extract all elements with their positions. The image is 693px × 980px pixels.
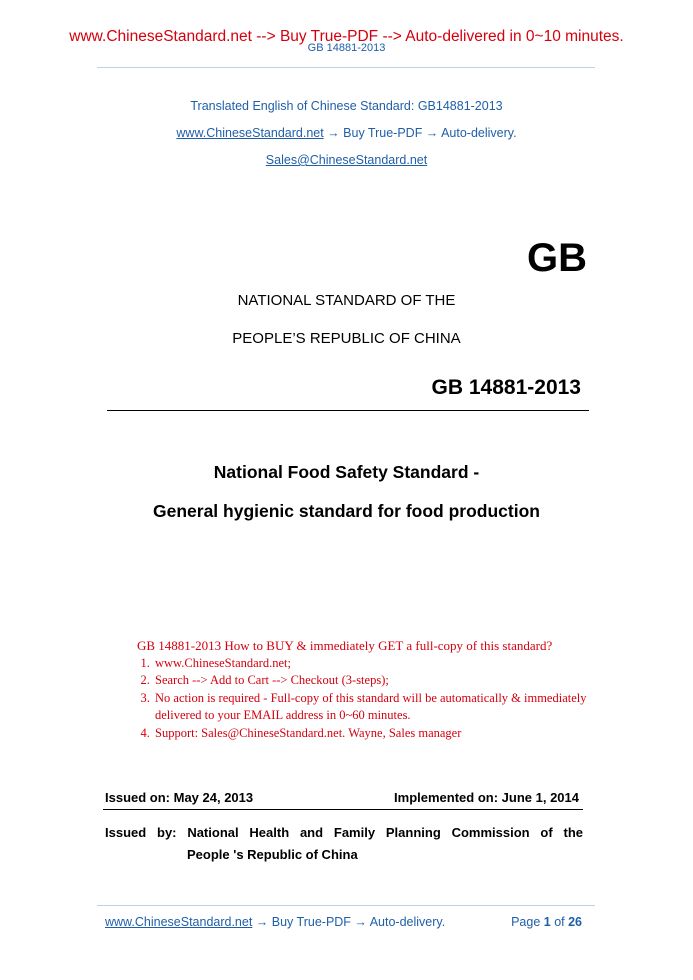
- gb-mark: GB: [527, 236, 587, 280]
- purchase-step: 3. No action is required - Full-copy of this standard will be automatically & immediately delivered to your EMAIL address in 0~60 minutes.: [153, 690, 607, 725]
- purchase-step: 2. Search --> Add to Cart --> Checkout (3-steps);: [153, 672, 607, 690]
- site-link[interactable]: www.ChineseStandard.net: [176, 126, 324, 140]
- title-line-1: National Food Safety Standard -: [213, 462, 480, 482]
- purchase-step: 4. Support: Sales@ChineseStandard.net. Wayne, Sales manager: [153, 725, 607, 743]
- dates-rule: [103, 809, 583, 810]
- title-rule: [107, 410, 589, 411]
- purchase-heading: GB 14881-2013 How to BUY & immediately GET a full-copy of this standard?: [137, 638, 553, 653]
- national-line-1: NATIONAL STANDARD OF THE: [237, 292, 456, 309]
- intro-site-line: [0, 126, 693, 140]
- footer-suffix: → Buy True-PDF → Auto-delivery.: [252, 915, 446, 929]
- standard-number: GB 14881-2013: [431, 376, 581, 399]
- top-banner[interactable]: www.ChineseStandard.net --> Buy True-PDF --> Auto-delivered in 0~10 minutes.: [69, 28, 624, 45]
- translated-note: Translated English of Chinese Standard: GB14881-2013: [190, 99, 503, 113]
- purchase-box: [137, 637, 607, 742]
- footer-line: [105, 915, 445, 929]
- email-link[interactable]: Sales@ChineseStandard.net: [265, 153, 428, 167]
- footer-site-link[interactable]: www.ChineseStandard.net: [105, 915, 253, 929]
- header-doc-id: GB 14881-2013: [307, 42, 386, 54]
- page-sep: of: [550, 915, 569, 929]
- issuer-line-1: Issued by: National Health and Family Planning Commission of the: [105, 825, 583, 840]
- implemented-on: Implemented on: June 1, 2014: [394, 790, 579, 805]
- title-line-2: General hygienic standard for food production: [153, 501, 540, 521]
- site-suffix: → Buy True-PDF → Auto-delivery.: [323, 126, 517, 140]
- purchase-steps: [137, 655, 607, 743]
- issued-on: Issued on: May 24, 2013: [105, 790, 254, 805]
- page-prefix: Page: [511, 915, 544, 929]
- header-divider: [97, 67, 595, 68]
- national-line-2: PEOPLE’S REPUBLIC OF CHINA: [232, 330, 461, 347]
- page-number: [511, 915, 582, 929]
- purchase-step: 1. www.ChineseStandard.net;: [153, 655, 607, 673]
- email-line: [0, 153, 693, 167]
- issuer-block: [105, 822, 583, 866]
- page-current: 1: [543, 915, 551, 929]
- page-total: 26: [568, 915, 582, 929]
- footer-divider: [97, 905, 595, 906]
- issuer-line-2: People 's Republic of China: [187, 847, 358, 862]
